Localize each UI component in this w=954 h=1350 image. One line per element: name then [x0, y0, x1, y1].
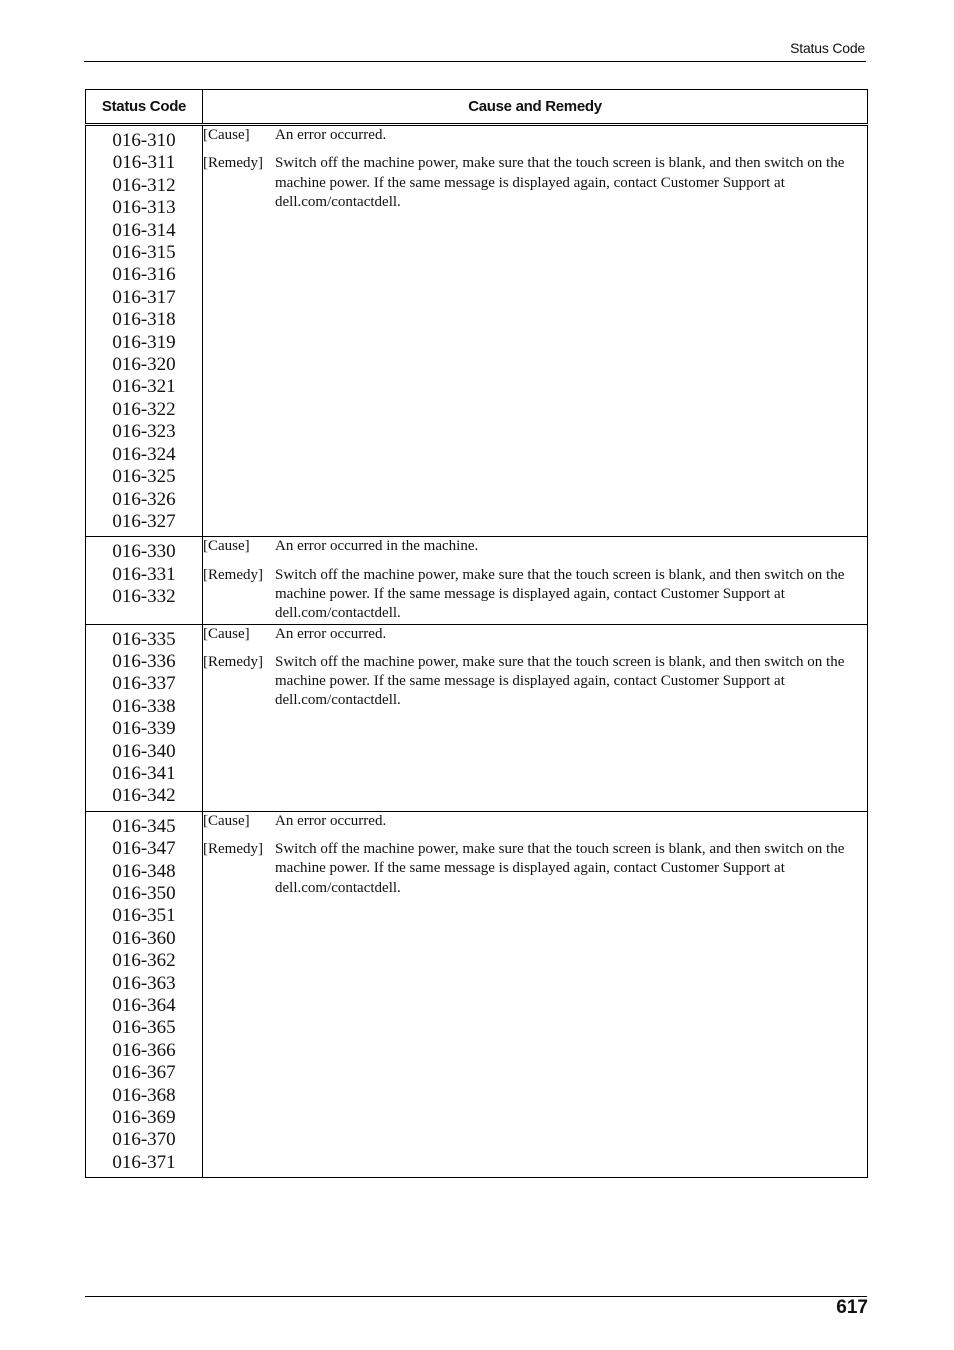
column-header-cause-and-remedy: Cause and Remedy: [203, 90, 868, 125]
status-code: 016-345: [112, 815, 176, 837]
status-code: 016-319: [112, 331, 176, 353]
remedy-text: Switch off the machine power, make sure that the touch screen is blank, and then switch on the machine power. If the same message is displayed again, contact Customer Support at: [275, 841, 845, 877]
table-body: [86, 125, 868, 1178]
remedy-end: .: [397, 692, 401, 709]
status-code: 016-324: [112, 443, 176, 465]
cause-label: [Cause]: [203, 812, 250, 829]
cause-entry: [203, 537, 867, 556]
remedy-body: [275, 566, 867, 624]
remedy-entry: [203, 653, 867, 711]
status-code: 016-342: [112, 785, 176, 807]
status-code: 016-331: [112, 563, 176, 585]
status-code: 016-311: [112, 152, 176, 174]
status-code: 016-339: [112, 718, 176, 740]
status-code: 016-340: [112, 740, 176, 762]
remedy-end: .: [397, 605, 401, 622]
page-number: 617: [836, 1297, 868, 1318]
status-code: 016-338: [112, 695, 176, 717]
table-row: [86, 125, 868, 537]
remedy-label: [Remedy]: [203, 653, 263, 670]
status-code: 016-367: [112, 1062, 176, 1084]
remedy-text: Switch off the machine power, make sure that the touch screen is blank, and then switch on the machine power. If the same message is displayed again, contact Customer Support at: [275, 566, 845, 602]
status-code: 016-350: [112, 882, 176, 904]
status-code: 016-341: [112, 762, 176, 784]
cause-and-remedy-cell: [203, 125, 868, 537]
status-code: 016-347: [112, 838, 176, 860]
status-code-cell: [86, 811, 203, 1178]
status-code: 016-314: [112, 219, 176, 241]
table-row: [86, 624, 868, 811]
status-code: 016-370: [112, 1129, 176, 1151]
remedy-entry: [203, 154, 867, 212]
cause-text: An error occurred.: [275, 812, 387, 829]
status-code: 016-327: [112, 510, 176, 532]
status-code: 016-317: [112, 286, 176, 308]
cause-and-remedy-cell: [203, 811, 868, 1178]
status-code: 016-323: [112, 421, 176, 443]
support-link[interactable]: dell.com/contactdell: [275, 692, 398, 709]
status-code-list: [86, 625, 202, 811]
cause-text: An error occurred.: [275, 625, 387, 642]
status-code: 016-337: [112, 673, 176, 695]
status-code: 016-320: [112, 354, 176, 376]
remedy-label: [Remedy]: [203, 155, 263, 172]
running-header-title: Status Code: [790, 40, 865, 56]
status-code: 016-332: [112, 586, 176, 608]
remedy-label: [Remedy]: [203, 841, 263, 858]
status-code: 016-360: [112, 927, 176, 949]
status-code: 016-312: [112, 174, 176, 196]
cause-entry: [203, 126, 867, 145]
status-code: 016-326: [112, 488, 176, 510]
support-link[interactable]: dell.com/contactdell: [275, 193, 398, 210]
status-code: 016-315: [112, 242, 176, 264]
cause-entry: [203, 812, 867, 831]
status-code: 016-348: [112, 860, 176, 882]
status-code: 016-364: [112, 995, 176, 1016]
footer-rule: [85, 1296, 867, 1297]
status-code: 016-365: [112, 1017, 176, 1039]
cause-label: [Cause]: [203, 127, 250, 143]
remedy-text: Switch off the machine power, make sure that the touch screen is blank, and then switch on the machine power. If the same message is displayed again, contact Customer Support at: [275, 155, 845, 191]
cause-text: An error occurred in the machine.: [275, 538, 479, 555]
status-code-cell: [86, 125, 203, 537]
cause-entry: [203, 625, 867, 644]
status-code-table: [85, 89, 868, 1178]
remedy-body: [275, 840, 867, 898]
support-link[interactable]: dell.com/contactdell: [275, 605, 398, 622]
status-code-list: [86, 126, 202, 536]
status-code: 016-371: [112, 1151, 176, 1173]
status-code: 016-330: [112, 541, 176, 563]
status-code: 016-366: [112, 1039, 176, 1061]
status-code: 016-316: [112, 264, 176, 286]
status-code: 016-362: [112, 950, 176, 972]
remedy-body: [275, 154, 867, 212]
cause-label: [Cause]: [203, 538, 250, 555]
table-row: [86, 537, 868, 624]
column-header-status-code: Status Code: [86, 90, 203, 125]
status-code: 016-368: [112, 1084, 176, 1106]
cause-text: An error occurred.: [275, 127, 387, 143]
status-code: 016-336: [112, 650, 176, 672]
header-rule: [84, 61, 866, 62]
remedy-label: [Remedy]: [203, 566, 263, 583]
remedy-end: .: [397, 879, 401, 896]
remedy-end: .: [397, 193, 401, 210]
remedy-entry: [203, 840, 867, 898]
status-code: 016-369: [112, 1107, 176, 1129]
status-code: 016-313: [112, 197, 176, 219]
support-link[interactable]: dell.com/contactdell: [275, 879, 398, 896]
status-code: 016-325: [112, 466, 176, 488]
status-code-list: [86, 537, 202, 611]
cause-and-remedy-cell: [203, 624, 868, 811]
status-code-list: [86, 812, 202, 1178]
table-row: [86, 811, 868, 1178]
remedy-text: Switch off the machine power, make sure that the touch screen is blank, and then switch on the machine power. If the same message is displayed again, contact Customer Support at: [275, 653, 845, 690]
status-code: 016-310: [112, 130, 176, 151]
remedy-entry: [203, 566, 867, 624]
status-code: 016-351: [112, 905, 176, 927]
table-header-row: [86, 90, 868, 125]
status-code: 016-321: [112, 376, 176, 398]
status-code-table-container: [85, 89, 867, 1178]
status-code: 016-335: [112, 628, 176, 650]
cause-label: [Cause]: [203, 625, 250, 642]
cause-and-remedy-cell: [203, 537, 868, 624]
remedy-body: [275, 653, 867, 711]
status-code: 016-318: [112, 309, 176, 331]
status-code-cell: [86, 624, 203, 811]
status-code-cell: [86, 537, 203, 624]
status-code: 016-363: [112, 972, 176, 994]
status-code: 016-322: [112, 398, 176, 420]
